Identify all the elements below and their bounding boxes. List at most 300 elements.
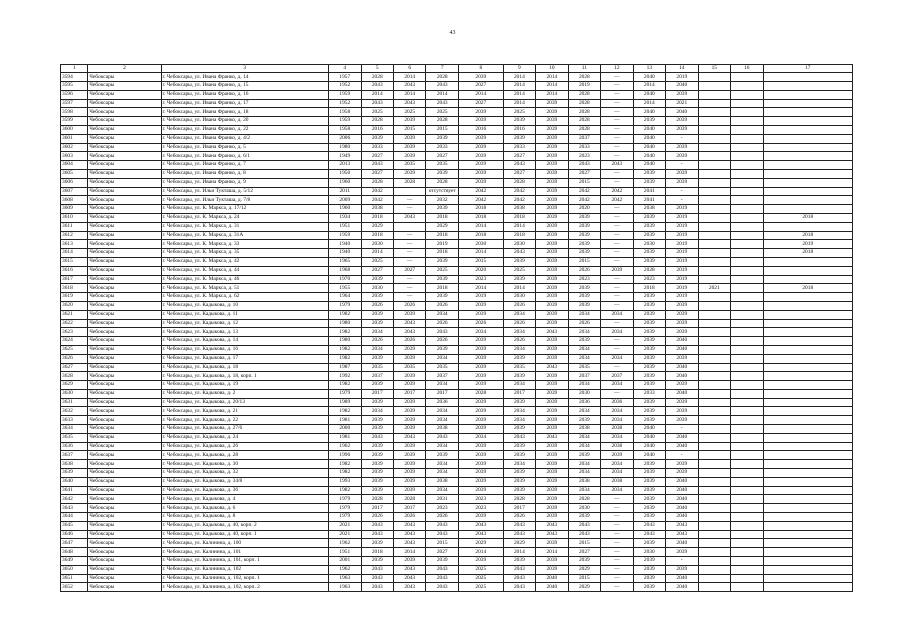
column-number-header: 14: [666, 65, 698, 73]
cell-year-col-11: 2027: [568, 548, 600, 557]
cell-year-col-12: 2039: [601, 266, 633, 275]
cell-year-col-6: 2039: [394, 442, 426, 451]
cell-year-col-15: [698, 389, 730, 398]
cell-year-col-8: 2029: [458, 539, 503, 548]
cell-settlement: Чебоксары: [88, 249, 161, 258]
cell-year-col-14: 2019: [666, 284, 698, 293]
cell-year-col-11: 2034: [568, 486, 600, 495]
cell-year-col-6: 2043: [394, 433, 426, 442]
cell-year-col-11: 2039: [568, 337, 600, 346]
cell-year-col-12: —: [601, 284, 633, 293]
cell-row-number: 3625: [61, 345, 88, 354]
cell-year-col-9: 2039: [503, 486, 535, 495]
cell-row-number: 3642: [61, 495, 88, 504]
cell-row-number: 3616: [61, 266, 88, 275]
table-row: [61, 231, 853, 240]
column-number-header: 9: [503, 65, 535, 73]
cell-year-col-16: [731, 310, 763, 319]
cell-row-number: 3636: [61, 442, 88, 451]
cell-year-col-9: 2043: [503, 565, 535, 574]
cell-year-col-8: 2018: [458, 231, 503, 240]
cell-row-number: 3627: [61, 363, 88, 372]
cell-year-col-5: 2027: [361, 266, 393, 275]
cell-year-col-15: [698, 425, 730, 434]
cell-year-col-13: 2039: [633, 231, 665, 240]
cell-year-col-13: 2039: [633, 345, 665, 354]
column-number-header: 17: [763, 65, 852, 73]
cell-year-col-5: 2014: [361, 249, 393, 258]
cell-year-col-11: 2042: [568, 187, 600, 196]
cell-year-col-12: —: [601, 504, 633, 513]
cell-year-col-12: 2034: [601, 328, 633, 337]
cell-year-col-5: 2039: [361, 416, 393, 425]
cell-settlement: Чебоксары: [88, 169, 161, 178]
cell-year-col-5: 2042: [361, 187, 393, 196]
table-row: [61, 407, 853, 416]
cell-year-col-14: 2039: [666, 398, 698, 407]
cell-year-col-16: [731, 574, 763, 583]
cell-year-col-5: 2026: [361, 301, 393, 310]
cell-year-col-14: 2040: [666, 337, 698, 346]
cell-year-col-14: 2039: [666, 381, 698, 390]
cell-year-col-9: 2016: [503, 125, 535, 134]
table-row: [61, 301, 853, 310]
cell-year-col-6: 2043: [394, 82, 426, 91]
cell-year-col-6: 2043: [394, 328, 426, 337]
cell-year-col-14: 2039: [666, 565, 698, 574]
cell-year-col-12: 2038: [601, 425, 633, 434]
cell-year-col-9: 2026: [503, 319, 535, 328]
cell-year-col-11: 2027: [568, 169, 600, 178]
cell-address: г. Чебоксары, ул. Ивана Франко, д. 18: [161, 108, 329, 117]
cell-year-col-15: [698, 469, 730, 478]
cell-year-col-16: [731, 477, 763, 486]
cell-year-col-9: 2039: [503, 117, 535, 126]
cell-year-col-7: 2028: [426, 178, 458, 187]
cell-year-col-6: 2039: [394, 486, 426, 495]
cell-year-col-9: 2014: [503, 99, 535, 108]
cell-year-col-17: 2019: [763, 240, 852, 249]
cell-address: г. Чебоксары, ул. Кадыкова, д. 32: [161, 469, 329, 478]
cell-year-col-9: 2026: [503, 337, 535, 346]
cell-year-col-17: [763, 460, 852, 469]
cell-year-col-16: [731, 161, 763, 170]
cell-year-col-9: 2039: [503, 257, 535, 266]
cell-year-col-6: 2039: [394, 134, 426, 143]
cell-year-col-17: [763, 521, 852, 530]
cell-build-year: 1951: [329, 548, 361, 557]
table-row: [61, 187, 853, 196]
cell-year-col-12: —: [601, 293, 633, 302]
cell-year-col-17: [763, 372, 852, 381]
cell-year-col-14: 2019: [666, 293, 698, 302]
cell-year-col-14: 2040: [666, 433, 698, 442]
cell-year-col-14: 2039: [666, 169, 698, 178]
cell-year-col-11: 2029: [568, 583, 600, 592]
cell-year-col-9: 2043: [503, 249, 535, 258]
cell-settlement: Чебоксары: [88, 381, 161, 390]
cell-year-col-15: [698, 257, 730, 266]
cell-year-col-8: 2039: [458, 345, 503, 354]
cell-year-col-15: [698, 231, 730, 240]
cell-year-col-14: 2019: [666, 73, 698, 82]
cell-year-col-11: 2015: [568, 574, 600, 583]
cell-year-col-13: 2043: [633, 530, 665, 539]
cell-year-col-8: 2020: [458, 266, 503, 275]
cell-year-col-13: 2041: [633, 196, 665, 205]
cell-row-number: 3596: [61, 90, 88, 99]
table-row: [61, 178, 853, 187]
cell-settlement: Чебоксары: [88, 495, 161, 504]
cell-year-col-16: [731, 257, 763, 266]
cell-year-col-12: —: [601, 222, 633, 231]
cell-address: г. Чебоксары, ул. Кадыкова, д. 30: [161, 460, 329, 469]
cell-year-col-13: 2040: [633, 134, 665, 143]
cell-year-col-9: 2039: [503, 275, 535, 284]
cell-year-col-12: —: [601, 143, 633, 152]
cell-year-col-11: 2037: [568, 134, 600, 143]
cell-year-col-11: 2039: [568, 284, 600, 293]
cell-year-col-11: 2028: [568, 108, 600, 117]
cell-year-col-16: [731, 398, 763, 407]
cell-year-col-7: 2043: [426, 583, 458, 592]
cell-settlement: Чебоксары: [88, 178, 161, 187]
cell-year-col-16: [731, 425, 763, 434]
cell-year-col-17: [763, 161, 852, 170]
cell-year-col-11: 2026: [568, 319, 600, 328]
cell-address: г. Чебоксары, ул. Кадыкова, д. 27/6: [161, 425, 329, 434]
cell-year-col-7: 2034: [426, 460, 458, 469]
cell-year-col-17: [763, 73, 852, 82]
table-row: [61, 222, 853, 231]
cell-year-col-9: 2039: [503, 469, 535, 478]
cell-year-col-15: [698, 574, 730, 583]
cell-year-col-12: —: [601, 73, 633, 82]
cell-year-col-12: —: [601, 231, 633, 240]
cell-year-col-9: 2039: [503, 134, 535, 143]
cell-year-col-10: 2039: [536, 557, 568, 566]
cell-year-col-13: 2039: [633, 495, 665, 504]
cell-year-col-5: 2039: [361, 134, 393, 143]
cell-build-year: 1981: [329, 433, 361, 442]
cell-year-col-14: 2019: [666, 222, 698, 231]
cell-build-year: 1965: [329, 257, 361, 266]
cell-address: г. Чебоксары, ул. Ильи Тукташа, д. 5/12: [161, 187, 329, 196]
cell-year-col-8: 2014: [458, 90, 503, 99]
column-number-header: 5: [361, 65, 393, 73]
table-row: [61, 240, 853, 249]
cell-row-number: 3623: [61, 328, 88, 337]
cell-year-col-8: 2039: [458, 477, 503, 486]
cell-year-col-7: 2018: [426, 284, 458, 293]
cell-year-col-15: [698, 354, 730, 363]
cell-year-col-9: 2026: [503, 513, 535, 522]
cell-settlement: Чебоксары: [88, 293, 161, 302]
cell-settlement: Чебоксары: [88, 416, 161, 425]
cell-year-col-10: 2043: [536, 328, 568, 337]
cell-year-col-15: [698, 477, 730, 486]
cell-year-col-13: 2040: [633, 433, 665, 442]
cell-year-col-17: [763, 301, 852, 310]
cell-settlement: Чебоксары: [88, 521, 161, 530]
cell-year-col-7: 2033: [426, 143, 458, 152]
cell-year-col-12: —: [601, 240, 633, 249]
cell-year-col-14: 2039: [666, 125, 698, 134]
cell-settlement: Чебоксары: [88, 143, 161, 152]
table-row: [61, 442, 853, 451]
cell-year-col-5: 2039: [361, 451, 393, 460]
cell-year-col-17: [763, 442, 852, 451]
cell-year-col-13: 2039: [633, 337, 665, 346]
cell-year-col-17: 2018: [763, 249, 852, 258]
cell-build-year: 1959: [329, 231, 361, 240]
cell-year-col-15: [698, 196, 730, 205]
cell-address: г. Чебоксары, ул. Ильи Тукташа, д. 7/8: [161, 196, 329, 205]
cell-year-col-8: 2039: [458, 442, 503, 451]
cell-year-col-12: —: [601, 117, 633, 126]
cell-year-col-7: отсутствует: [426, 187, 458, 196]
cell-address: г. Чебоксары, ул. Калинина, д. 102, корп. 1: [161, 574, 329, 583]
cell-year-col-8: 2039: [458, 460, 503, 469]
cell-build-year: 1979: [329, 301, 361, 310]
cell-year-col-17: [763, 416, 852, 425]
registry-body: [61, 73, 853, 592]
cell-year-col-6: —: [394, 275, 426, 284]
cell-year-col-14: 2039: [666, 469, 698, 478]
cell-year-col-9: 2035: [503, 363, 535, 372]
cell-build-year: 1993: [329, 477, 361, 486]
cell-year-col-14: 2019: [666, 240, 698, 249]
cell-year-col-8: 2018: [458, 205, 503, 214]
cell-year-col-6: 2039: [394, 345, 426, 354]
cell-year-col-5: 2039: [361, 460, 393, 469]
cell-settlement: Чебоксары: [88, 257, 161, 266]
cell-year-col-8: 2015: [458, 257, 503, 266]
cell-settlement: Чебоксары: [88, 240, 161, 249]
cell-year-col-14: -: [666, 425, 698, 434]
cell-year-col-9: 2043: [503, 530, 535, 539]
cell-year-col-14: 2039: [666, 460, 698, 469]
cell-build-year: 1987: [329, 363, 361, 372]
cell-year-col-6: —: [394, 240, 426, 249]
cell-row-number: 3641: [61, 486, 88, 495]
cell-row-number: 3622: [61, 319, 88, 328]
cell-build-year: 1980: [329, 337, 361, 346]
cell-settlement: Чебоксары: [88, 82, 161, 91]
cell-year-col-7: 2038: [426, 425, 458, 434]
cell-year-col-12: —: [601, 134, 633, 143]
cell-year-col-11: 2020: [568, 205, 600, 214]
cell-year-col-11: 2039: [568, 240, 600, 249]
cell-year-col-8: 2039: [458, 301, 503, 310]
cell-year-col-11: 2028: [568, 125, 600, 134]
cell-year-col-9: 2034: [503, 381, 535, 390]
cell-year-col-7: 2039: [426, 451, 458, 460]
table-row: [61, 583, 853, 592]
cell-year-col-5: 2039: [361, 354, 393, 363]
cell-year-col-15: [698, 205, 730, 214]
cell-row-number: 3603: [61, 152, 88, 161]
cell-year-col-12: —: [601, 82, 633, 91]
cell-row-number: 3639: [61, 469, 88, 478]
cell-year-col-7: 2017: [426, 389, 458, 398]
cell-year-col-12: —: [601, 108, 633, 117]
cell-year-col-10: 2039: [536, 407, 568, 416]
cell-year-col-17: [763, 266, 852, 275]
cell-year-col-14: 2043: [666, 521, 698, 530]
cell-build-year: 1960: [329, 178, 361, 187]
cell-year-col-9: 2014: [503, 90, 535, 99]
cell-build-year: 2021: [329, 530, 361, 539]
cell-year-col-5: 2017: [361, 504, 393, 513]
cell-year-col-11: 2028: [568, 99, 600, 108]
cell-year-col-8: 2039: [458, 161, 503, 170]
cell-address: г. Чебоксары, ул. Кадыкова, д. 34/8: [161, 477, 329, 486]
cell-year-col-8: 2025: [458, 565, 503, 574]
table-row: [61, 161, 853, 170]
cell-row-number: 3610: [61, 213, 88, 222]
cell-year-col-10: 2039: [536, 416, 568, 425]
cell-year-col-8: 2025: [458, 583, 503, 592]
cell-year-col-6: —: [394, 249, 426, 258]
cell-build-year: 1934: [329, 213, 361, 222]
cell-year-col-8: 2023: [458, 504, 503, 513]
cell-settlement: Чебоксары: [88, 539, 161, 548]
cell-address: г. Чебоксары, ул. Калинина, д. 100: [161, 539, 329, 548]
cell-year-col-10: 2039: [536, 178, 568, 187]
cell-year-col-16: [731, 513, 763, 522]
cell-address: г. Чебоксары, ул. Кадыкова, д. 17: [161, 354, 329, 363]
cell-year-col-17: [763, 178, 852, 187]
cell-year-col-12: —: [601, 565, 633, 574]
cell-year-col-7: 2026: [426, 301, 458, 310]
cell-year-col-8: 2023: [458, 495, 503, 504]
cell-year-col-7: 2039: [426, 257, 458, 266]
cell-year-col-11: 2034: [568, 345, 600, 354]
cell-year-col-17: [763, 134, 852, 143]
cell-row-number: 3640: [61, 477, 88, 486]
cell-settlement: Чебоксары: [88, 583, 161, 592]
cell-year-col-8: 2039: [458, 134, 503, 143]
cell-year-col-12: —: [601, 583, 633, 592]
cell-year-col-6: 2027: [394, 266, 426, 275]
cell-year-col-14: 2019: [666, 249, 698, 258]
cell-year-col-9: 2034: [503, 407, 535, 416]
cell-year-col-11: 2034: [568, 442, 600, 451]
cell-year-col-6: 2043: [394, 530, 426, 539]
cell-year-col-12: —: [601, 301, 633, 310]
cell-year-col-9: 2043: [503, 521, 535, 530]
cell-row-number: 3621: [61, 310, 88, 319]
cell-settlement: Чебоксары: [88, 389, 161, 398]
cell-year-col-15: [698, 99, 730, 108]
cell-year-col-14: 2040: [666, 574, 698, 583]
cell-year-col-11: 2034: [568, 328, 600, 337]
cell-year-col-9: 2039: [503, 354, 535, 363]
cell-row-number: 3608: [61, 196, 88, 205]
cell-year-col-11: 2039: [568, 451, 600, 460]
cell-build-year: 1962: [329, 565, 361, 574]
cell-year-col-10: 2039: [536, 161, 568, 170]
cell-year-col-6: 2039: [394, 407, 426, 416]
cell-row-number: 3643: [61, 504, 88, 513]
cell-year-col-16: [731, 557, 763, 566]
cell-year-col-13: 2030: [633, 548, 665, 557]
cell-year-col-6: 2043: [394, 213, 426, 222]
cell-settlement: Чебоксары: [88, 477, 161, 486]
cell-year-col-7: 2034: [426, 407, 458, 416]
cell-settlement: Чебоксары: [88, 205, 161, 214]
cell-build-year: 1992: [329, 372, 361, 381]
cell-year-col-7: 2025: [426, 266, 458, 275]
cell-year-col-10: 2043: [536, 363, 568, 372]
cell-address: г. Чебоксары, ул. Ивана Франко, д. 6/1: [161, 152, 329, 161]
cell-year-col-16: [731, 469, 763, 478]
table-row: [61, 99, 853, 108]
cell-year-col-16: [731, 504, 763, 513]
cell-year-col-5: 2028: [361, 495, 393, 504]
cell-year-col-5: 2043: [361, 583, 393, 592]
cell-settlement: Чебоксары: [88, 504, 161, 513]
cell-address: г. Чебоксары, ул. Ивана Франко, д. 9: [161, 178, 329, 187]
cell-year-col-11: 2028: [568, 73, 600, 82]
cell-year-col-11: 2039: [568, 231, 600, 240]
cell-settlement: Чебоксары: [88, 231, 161, 240]
cell-year-col-14: 2040: [666, 389, 698, 398]
cell-year-col-12: 2034: [601, 469, 633, 478]
cell-row-number: 3652: [61, 583, 88, 592]
cell-address: г. Чебоксары, ул. Кадыкова, д. 28: [161, 451, 329, 460]
cell-year-col-14: 2039: [666, 328, 698, 337]
cell-year-col-7: 2027: [426, 152, 458, 161]
table-row: [61, 539, 853, 548]
cell-year-col-7: 2015: [426, 125, 458, 134]
cell-year-col-17: [763, 425, 852, 434]
cell-year-col-11: 2023: [568, 275, 600, 284]
cell-address: г. Чебоксары, ул. Кадыкова, д. 11: [161, 310, 329, 319]
cell-year-col-5: 2026: [361, 513, 393, 522]
cell-address: г. Чебоксары, ул. Кадыкова, д. 10: [161, 301, 329, 310]
cell-year-col-13: 2040: [633, 152, 665, 161]
cell-year-col-15: [698, 442, 730, 451]
cell-row-number: 3604: [61, 161, 88, 170]
cell-build-year: 1982: [329, 328, 361, 337]
cell-year-col-7: 2028: [426, 73, 458, 82]
cell-year-col-13: 2039: [633, 407, 665, 416]
cell-address: г. Чебоксары, ул. Калинина, д. 102: [161, 565, 329, 574]
table-row: [61, 196, 853, 205]
cell-year-col-5: 2039: [361, 477, 393, 486]
cell-settlement: Чебоксары: [88, 319, 161, 328]
cell-year-col-6: 2039: [394, 469, 426, 478]
cell-year-col-14: 2019: [666, 275, 698, 284]
cell-year-col-8: 2039: [458, 557, 503, 566]
cell-build-year: 1996: [329, 451, 361, 460]
cell-row-number: 3624: [61, 337, 88, 346]
cell-year-col-7: 2035: [426, 363, 458, 372]
cell-year-col-6: 2043: [394, 583, 426, 592]
cell-year-col-16: [731, 548, 763, 557]
cell-build-year: 1982: [329, 486, 361, 495]
cell-build-year: 1952: [329, 82, 361, 91]
cell-year-col-5: 2028: [361, 117, 393, 126]
cell-year-col-6: 2039: [394, 416, 426, 425]
cell-year-col-8: 2039: [458, 486, 503, 495]
cell-year-col-6: 2043: [394, 565, 426, 574]
cell-year-col-15: [698, 152, 730, 161]
cell-settlement: Чебоксары: [88, 125, 161, 134]
cell-year-col-10: 2039: [536, 108, 568, 117]
